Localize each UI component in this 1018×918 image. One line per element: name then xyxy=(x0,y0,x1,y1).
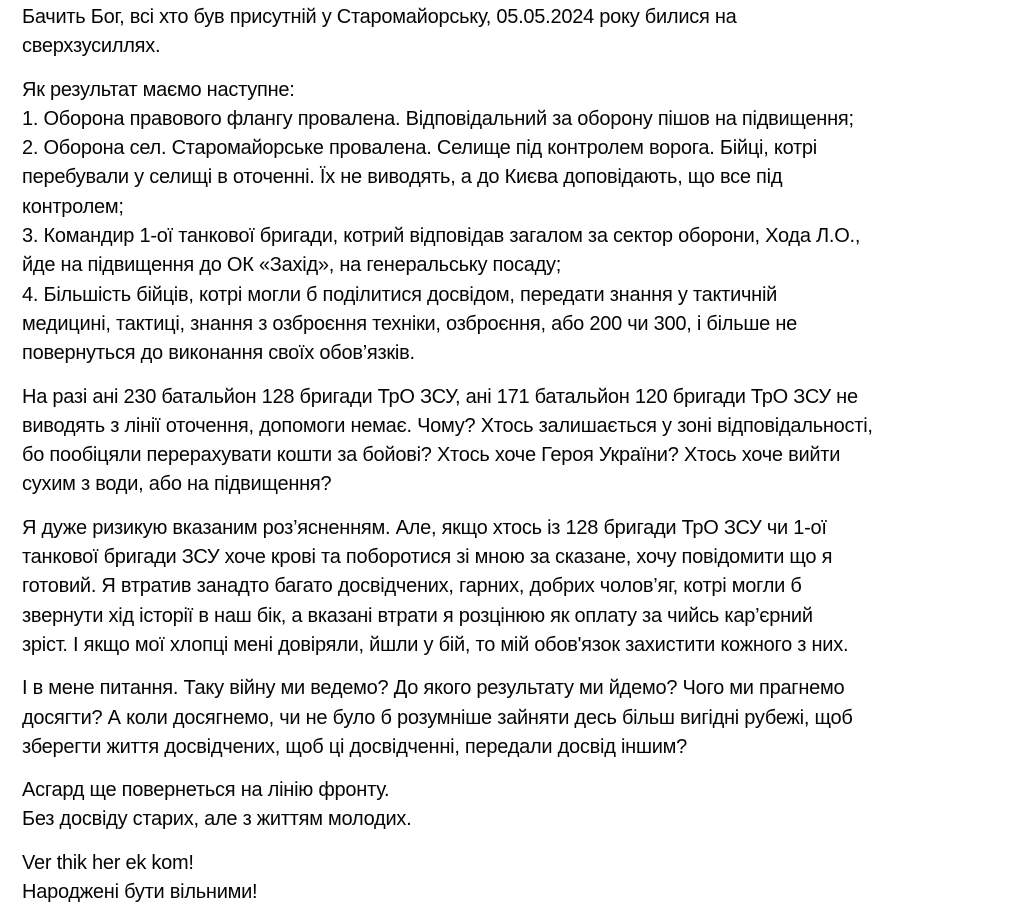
text-line: 1. Оборона правового флангу провалена. Відповідальний за оборону пішов на підвищення; xyxy=(22,107,854,130)
text-line: контролем; xyxy=(22,195,124,218)
paragraph xyxy=(22,674,998,762)
text-line: 3. Командир 1-ої танкової бригади, котрий відповідав загалом за сектор оборони, Хода Л.О., xyxy=(22,225,861,248)
text-line: бо пообіцяли перерахувати кошти за бойові? Хтось хоче Героя України? Хтось хоче вийти xyxy=(22,444,841,467)
text-line: Як результат маємо наступне: xyxy=(22,78,295,101)
text-line: 4. Більшість бійців, котрі могли б поділитися досвідом, передати знання у тактичній xyxy=(22,283,778,306)
paragraph xyxy=(22,849,998,908)
text-line: звернути хід історії в наш бік, а вказані втрати я розцінюю як оплату за чийсь кар’єрний xyxy=(22,604,813,627)
text-line: перебували у селищі в оточенні. Їх не виводять, а до Києва доповідають, що все під xyxy=(22,166,783,189)
text-line: медицині, тактиці, знання з озброєння техніки, озброєння, або 200 чи 300, і більше не xyxy=(22,312,798,335)
text-line: танкової бригади ЗСУ хоче крові та поборотися зі мною за сказане, хочу повідомити що я xyxy=(22,546,833,569)
text-line: Без досвіду старих, але з життям молодих. xyxy=(22,808,412,831)
paragraph xyxy=(22,776,998,835)
paragraph xyxy=(22,514,998,660)
text-line: Бачить Бог, всі хто був присутній у Старомайорську, 05.05.2024 року билися на xyxy=(22,6,737,28)
text-line: зріст. І якщо мої хлопці мені довіряли, йшли у бій, то мій обов'язок захистити кожного з них. xyxy=(22,633,849,656)
text-line: готовий. Я втратив занадто багато досвідчених, гарних, добрих чолов’яг, котрі могли б xyxy=(22,575,802,598)
text-line: Я дуже ризикую вказаним роз’ясненням. Але, якщо хтось із 128 бригади ТрО ЗСУ чи 1-ої xyxy=(22,516,827,539)
paragraph xyxy=(22,3,998,62)
paragraph xyxy=(22,383,998,500)
text-line: досягти? А коли досягнемо, чи не було б розумніше зайняти десь більш вигідні рубежі, щоб xyxy=(22,706,853,729)
text-line: виводять з лінії оточення, допомоги немає. Чому? Хтось залишається у зоні відповідальності, xyxy=(22,414,873,437)
text-line: На разі ані 230 батальйон 128 бригади ТрО ЗСУ, ані 171 батальйон 120 бригади ТрО ЗСУ не xyxy=(22,385,858,408)
paragraph xyxy=(22,76,998,369)
text-line: йде на підвищення до ОК «Захід», на генеральську посаду; xyxy=(22,254,562,277)
text-line: сухим з води, або на підвищення? xyxy=(22,473,332,496)
text-line: Асгард ще повернеться на лінію фронту. xyxy=(22,779,390,802)
text-line: повернуться до виконання своїх обов’язків. xyxy=(22,342,415,365)
text-line: зберегти життя досвідчених, щоб ці досвідченні, передали досвід іншим? xyxy=(22,735,688,758)
text-line: І в мене питання. Таку війну ми ведемо? До якого результату ми йдемо? Чого ми прагнемо xyxy=(22,677,845,700)
text-line: Ver thik her ek kom! xyxy=(22,851,194,874)
text-line: 2. Оборона сел. Старомайорське провалена. Селище під контролем ворога. Бійці, котрі xyxy=(22,137,817,160)
text-line: Народжені бути вільними! xyxy=(22,881,258,904)
text-line: сверхзусиллях. xyxy=(22,35,161,58)
